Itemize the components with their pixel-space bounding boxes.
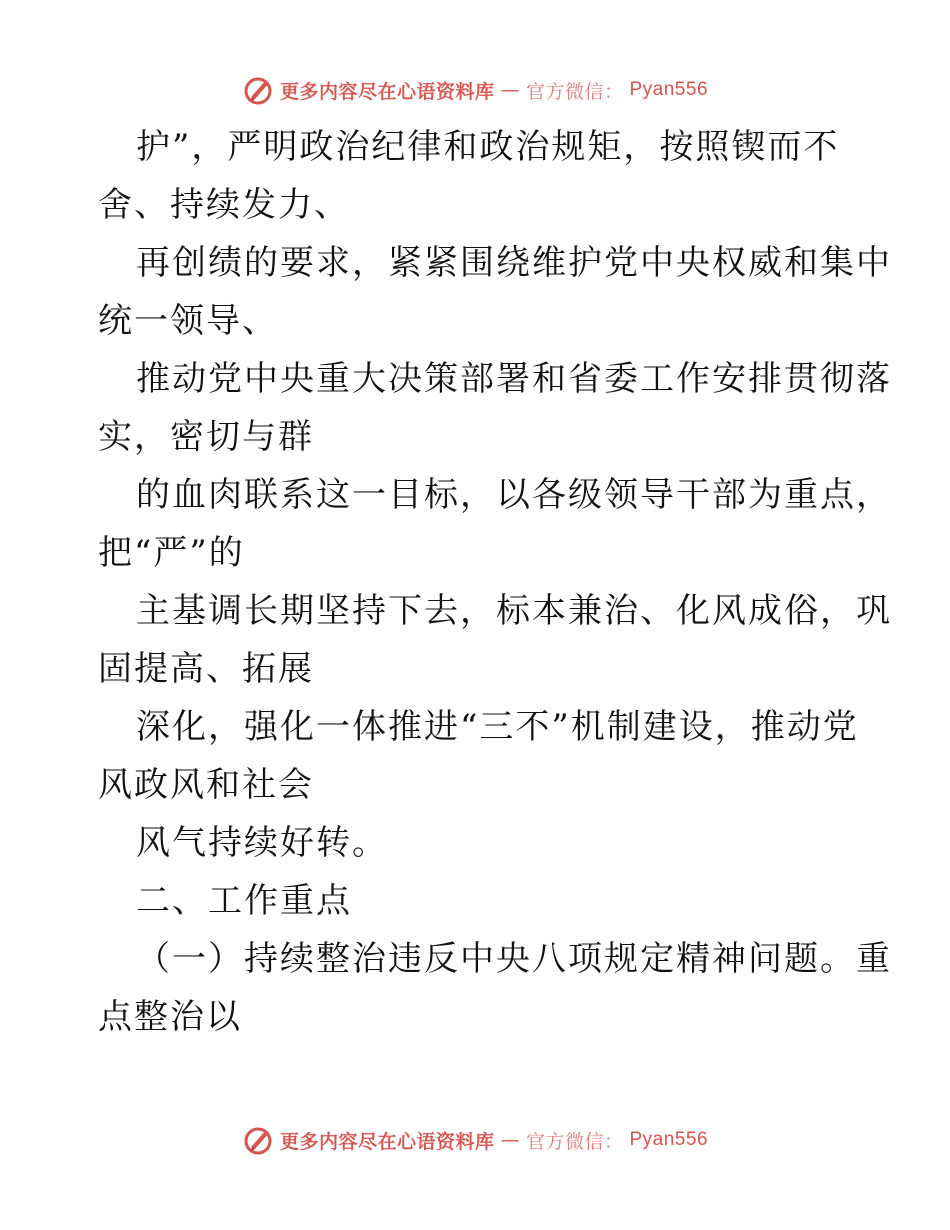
text-line: 深化，强化一体推进“三不”机制建设，推动党 <box>136 707 859 747</box>
logo-pen-icon <box>242 74 274 106</box>
watermark-title: 更多内容尽在心语资料库 <box>279 1130 495 1153</box>
text-line: 把“严”的 <box>98 533 245 573</box>
logo-pen-icon <box>242 1124 274 1156</box>
text-line: 主基调长期坚持下去，标本兼治、化风成俗，巩 <box>136 591 892 631</box>
text-line: 统一领导、 <box>98 301 278 341</box>
text-line: 推动党中央重大决策部署和省委工作安排贯彻落 <box>136 359 892 399</box>
header-watermark <box>0 70 950 110</box>
text-line: 风政风和社会 <box>98 765 314 805</box>
text-line: 风气持续好转。 <box>136 823 388 863</box>
text-line: （一）持续整治违反中央八项规定精神问题。重 <box>136 939 892 979</box>
text-line: 实，密切与群 <box>98 417 314 457</box>
watermark-wechat-id: Pyan556 <box>629 79 709 100</box>
watermark-wechat-label: 官方微信： <box>525 1130 624 1153</box>
footer-watermark <box>0 1120 950 1160</box>
watermark-wechat-label: 官方微信： <box>525 80 624 103</box>
watermark-dash: — <box>500 79 520 101</box>
text-line: 固提高、拓展 <box>98 649 314 689</box>
text-line: 的血肉联系这一目标，以各级领导干部为重点， <box>136 475 892 515</box>
text-line: 点整治以 <box>98 997 242 1037</box>
section-heading: 二、工作重点 <box>136 881 352 921</box>
text-line: 舍、持续发力、 <box>98 185 350 225</box>
document-body <box>98 118 892 1046</box>
watermark-title: 更多内容尽在心语资料库 <box>279 80 495 103</box>
watermark-wechat-id: Pyan556 <box>629 1129 709 1150</box>
text-line: 再创绩的要求，紧紧围绕维护党中央权威和集中 <box>136 243 892 283</box>
watermark-dash: — <box>500 1129 520 1151</box>
text-line: 护”，严明政治纪律和政治规矩，按照锲而不 <box>136 127 840 167</box>
